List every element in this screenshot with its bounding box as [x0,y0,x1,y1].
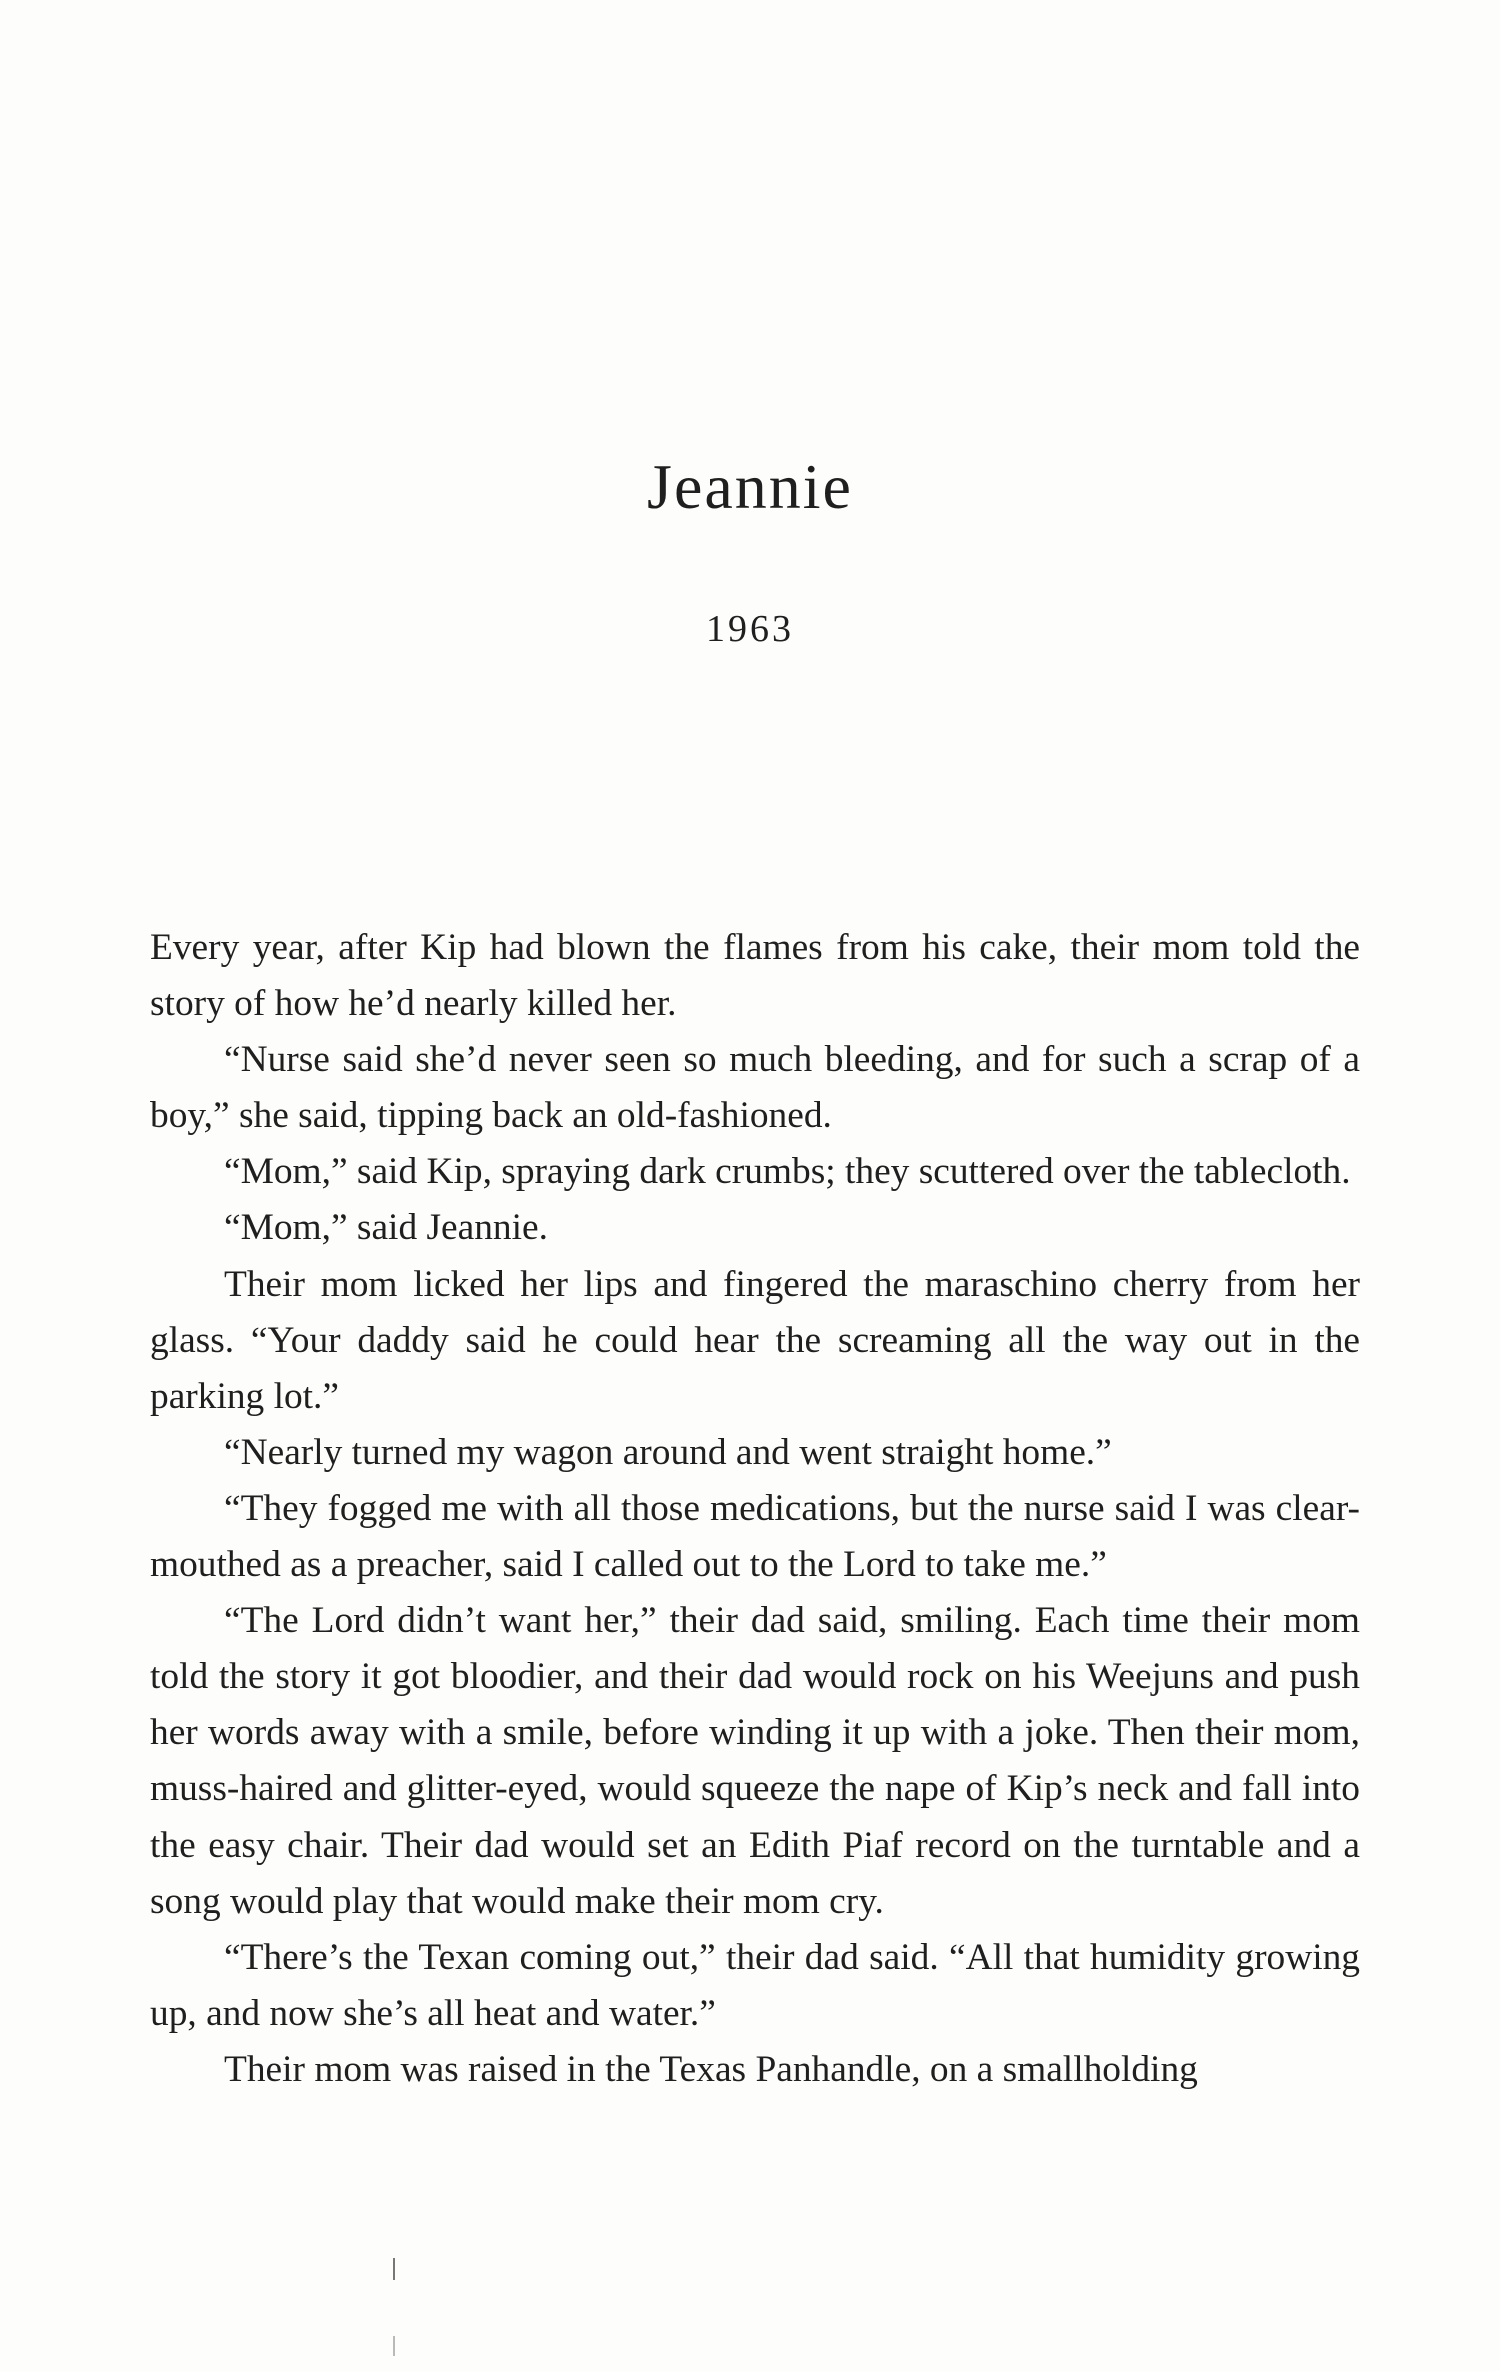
paragraph: “Nearly turned my wagon around and went straight home.” [224,1431,1112,1473]
paragraph: “They fogged me with all those medications, but the nurse said I was clear-mouthed as a preacher, said I called out to the Lord to take me.” [150,1487,1360,1586]
paragraph: Their mom was raised in the Texas Panhandle, on a smallholding [224,2048,1198,2090]
paragraph: “The Lord didn’t want her,” their dad said, smiling. Each time their mom told the story it got bloodier, and their dad would rock on his Weejuns and push her words away with a smile, before winding it up with a joke. Then their mom, muss-haired and glitter-eyed, would squeeze the nape of Kip’s neck and fall into the easy chair. Their dad would set an Edith Piaf record on the turntable and a song would play that would make their mom cry. [150,1600,1360,1922]
chapter-title: Jeannie [647,451,853,522]
paragraph: Every year, after Kip had blown the flames from his cake, their mom told the story of how he’d nearly killed her. [150,927,1360,1025]
paragraph: “There’s the Texan coming out,” their dad said. “All that humidity growing up, and now she’s all heat and water.” [150,1936,1360,2034]
paragraph: “Mom,” said Jeannie. [224,1207,548,1249]
paragraph: “Mom,” said Kip, spraying dark crumbs; they scuttered over the tablecloth. [224,1151,1351,1193]
body-text [150,920,1360,2098]
paragraph: “Nurse said she’d never seen so much bleeding, and for such a scrap of a boy,” she said, tipping back an old-fashioned. [150,1039,1360,1137]
scan-artifact-mark [393,2258,395,2280]
paragraph: Their mom licked her lips and fingered the maraschino cherry from her glass. “Your daddy said he could hear the screaming all the way out in the parking lot.” [150,1263,1360,1417]
scan-artifact-mark [393,2336,395,2356]
chapter-year: 1963 [706,608,794,650]
